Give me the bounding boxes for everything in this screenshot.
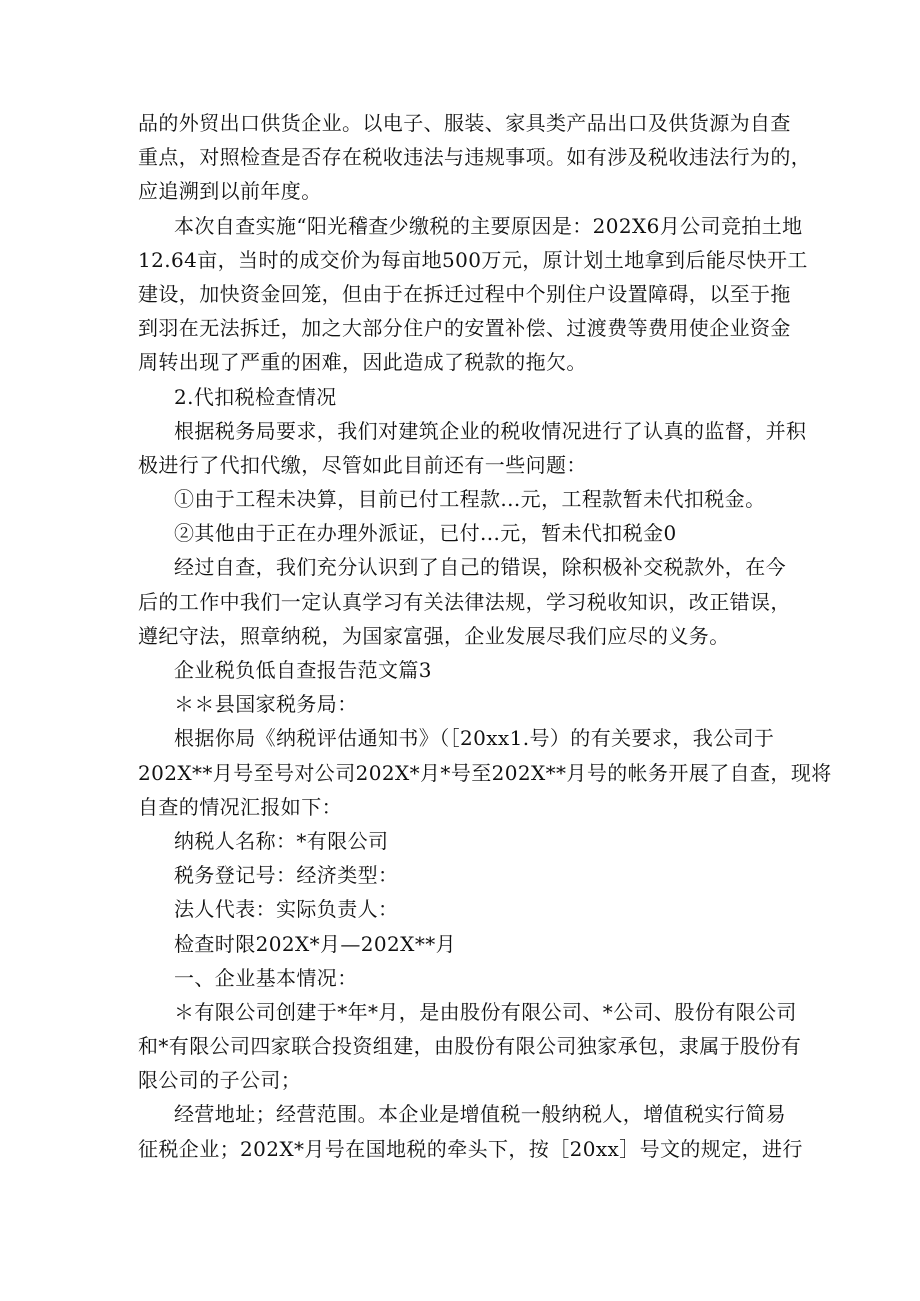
text-line: 税务登记号：经济类型： <box>174 863 399 888</box>
text-line: 法人代表：实际负责人： <box>174 897 399 922</box>
text-line: 一、企业基本情况： <box>174 965 358 990</box>
document-body <box>138 106 832 1166</box>
text-line: 建设，加快资金回笼，但由于在拆迁过程中个别住户设置障碍，以至于拖 <box>138 281 791 306</box>
text-line: 2.代扣税检查情况 <box>174 384 337 409</box>
text-line: 和*有限公司四家联合投资组建，由股份有限公司独家承包，隶属于股份有 <box>138 1034 802 1059</box>
text-line: 根据税务局要求，我们对建筑企业的税收情况进行了认真的监督，并积 <box>174 418 807 443</box>
text-line: 经营地址；经营范围。本企业是增值税一般纳税人，增值税实行简易 <box>174 1102 786 1127</box>
text-line: 后的工作中我们一定认真学习有关法律法规，学习税收知识，改正错误， <box>138 589 791 614</box>
text-line: ②其他由于正在办理外派证，已付...元，暂未代扣税金0 <box>174 521 677 546</box>
text-line: 征税企业；202X*月号在国地税的牵头下，按［20xx］号文的规定，进行 <box>138 1136 803 1161</box>
text-line: 遵纪守法，照章纳税，为国家富强，企业发展尽我们应尽的义务。 <box>138 623 730 648</box>
text-line: 202X**月号至号对公司202X*月*号至202X**月号的帐务开展了自查，现将 <box>138 760 832 785</box>
text-line: 根据你局《纳税评估通知书》（［20xx1.号）的有关要求，我公司于 <box>174 726 775 751</box>
text-line: 限公司的子公司； <box>138 1068 302 1093</box>
text-line: ＊有限公司创建于*年*月，是由股份有限公司、*公司、股份有限公司 <box>174 999 797 1024</box>
text-line: 纳税人名称：*有限公司 <box>174 828 389 853</box>
text-line: 周转出现了严重的困难，因此造成了税款的拖欠。 <box>138 350 587 375</box>
text-line: ＊＊县国家税务局： <box>174 692 358 717</box>
text-line: ①由于工程未决算，目前已付工程款...元，工程款暂未代扣税金。 <box>174 487 766 512</box>
text-line: 本次自查实施“阳光稽查少缴税的主要原因是：202X6月公司竞拍土地 <box>174 213 803 238</box>
text-line: 12.64亩，当时的成交价为每亩地500万元，原计划土地拿到后能尽快开工 <box>138 247 808 272</box>
text-line: 到羽在无法拆迁，加之大部分住户的安置补偿、过渡费等费用使企业资金 <box>138 316 791 341</box>
text-line: 检查时限202X*月—202X**月 <box>174 931 457 956</box>
text-line: 重点，对照检查是否存在税收违法与违规事项。如有涉及税收违法行为的， <box>138 145 812 170</box>
text-line: 应追溯到以前年度。 <box>138 179 322 204</box>
text-line: 经过自查，我们充分认识到了自己的错误，除积极补交税款外，在今 <box>174 555 786 580</box>
text-line: 品的外贸出口供货企业。以电子、服装、家具类产品出口及供货源为自查 <box>138 111 791 135</box>
text-line: 企业税负低自查报告范文篇3 <box>174 658 432 682</box>
text-line: 极进行了代扣代缴，尽管如此目前还有一些问题： <box>138 452 587 477</box>
text-line: 自查的情况汇报如下： <box>138 794 342 819</box>
